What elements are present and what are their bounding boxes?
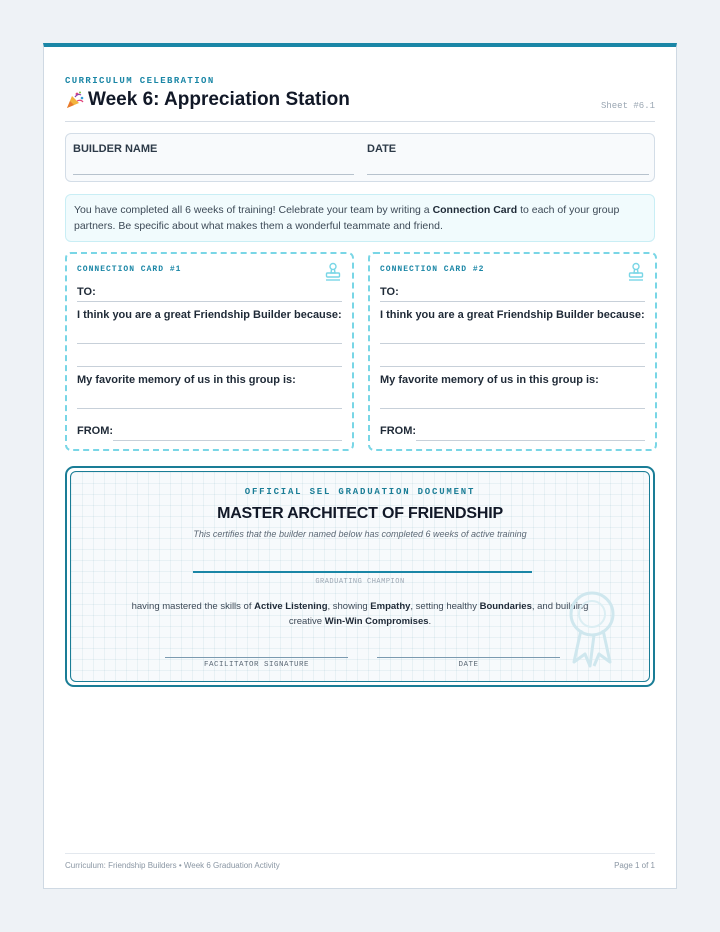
intro-bold: Connection Card [432, 204, 518, 216]
footer-page-number: Page 1 of 1 [614, 861, 655, 870]
builder-name-label: BUILDER NAME [73, 143, 158, 155]
header-divider [65, 121, 655, 122]
skill-boundaries: Boundaries [479, 601, 532, 612]
to-field[interactable] [380, 301, 645, 302]
to-label: TO: [77, 286, 96, 298]
champion-name-field[interactable] [193, 571, 532, 573]
prompt-favorite-memory: My favorite memory of us in this group is: [380, 374, 599, 386]
from-field[interactable] [113, 440, 342, 441]
certificate-date-label: DATE [458, 661, 479, 669]
champion-label: GRADUATING CHAMPION [315, 578, 405, 586]
sheet-number: Sheet #6.1 [600, 101, 655, 111]
skill-compromises: Win-Win Compromises [324, 616, 429, 627]
instructions-box [65, 194, 655, 242]
certificate-date-field[interactable] [377, 657, 560, 658]
answer-line-1[interactable] [380, 343, 645, 344]
prompt-great-builder: I think you are a great Friendship Builder because: [77, 309, 342, 321]
stamp-icon [324, 262, 342, 282]
card-tag: CONNECTION CARD #2 [380, 265, 485, 274]
date-field[interactable] [367, 174, 649, 175]
body-text: , and building creative [288, 601, 589, 627]
skill-empathy: Empathy [370, 601, 411, 612]
answer-line-2[interactable] [77, 366, 342, 367]
page-title [65, 89, 350, 111]
footer-curriculum: Curriculum: Friendship Builders • Week 6 Graduation Activity [65, 861, 280, 870]
name-date-box [65, 133, 655, 182]
certificate-inner [70, 471, 650, 682]
to-label: TO: [380, 286, 399, 298]
body-text: , showing [327, 601, 371, 612]
certificate-tag: OFFICIAL SEL GRADUATION DOCUMENT [244, 487, 476, 497]
page-title-text: Week 6: Appreciation Station [88, 89, 350, 110]
facilitator-signature-field[interactable] [165, 657, 348, 658]
connection-card-2 [368, 252, 657, 451]
award-rosette-icon [568, 590, 616, 670]
certificate-body [131, 599, 589, 629]
eyebrow-label: CURRICULUM CELEBRATION [65, 76, 215, 86]
prompt-great-builder: I think you are a great Friendship Builder because: [380, 309, 645, 321]
footer-divider [65, 853, 655, 854]
facilitator-signature-label: FACILITATOR SIGNATURE [203, 661, 309, 669]
body-text: , setting healthy [410, 601, 480, 612]
certificate-subtitle: This certifies that the builder named below has completed 6 weeks of active training [193, 529, 527, 539]
body-text: having mastered the skills of [131, 601, 255, 612]
title-row [65, 89, 655, 117]
graduation-certificate [65, 466, 655, 687]
from-label: FROM: [77, 425, 114, 437]
prompt-favorite-memory: My favorite memory of us in this group is: [77, 374, 296, 386]
from-field[interactable] [416, 440, 645, 441]
builder-name-field[interactable] [73, 174, 354, 175]
to-field[interactable] [77, 301, 342, 302]
worksheet-page [43, 43, 677, 889]
party-popper-icon [65, 90, 85, 110]
answer-line-1[interactable] [77, 343, 342, 344]
intro-text-end: to each of your group partners. Be specific about what makes them a wonderful teammate and friend. [74, 204, 620, 232]
answer-line-3[interactable] [77, 408, 342, 409]
card-tag: CONNECTION CARD #1 [77, 265, 182, 274]
body-text: . [428, 616, 432, 627]
date-label: DATE [367, 143, 397, 155]
stamp-icon [627, 262, 645, 282]
answer-line-3[interactable] [380, 408, 645, 409]
answer-line-2[interactable] [380, 366, 645, 367]
skill-active-listening: Active Listening [254, 601, 328, 612]
certificate-title: MASTER ARCHITECT OF FRIENDSHIP [217, 505, 503, 522]
connection-card-1 [65, 252, 354, 451]
intro-text-start: You have completed all 6 weeks of training! Celebrate your team by writing a [74, 204, 433, 216]
from-label: FROM: [380, 425, 417, 437]
